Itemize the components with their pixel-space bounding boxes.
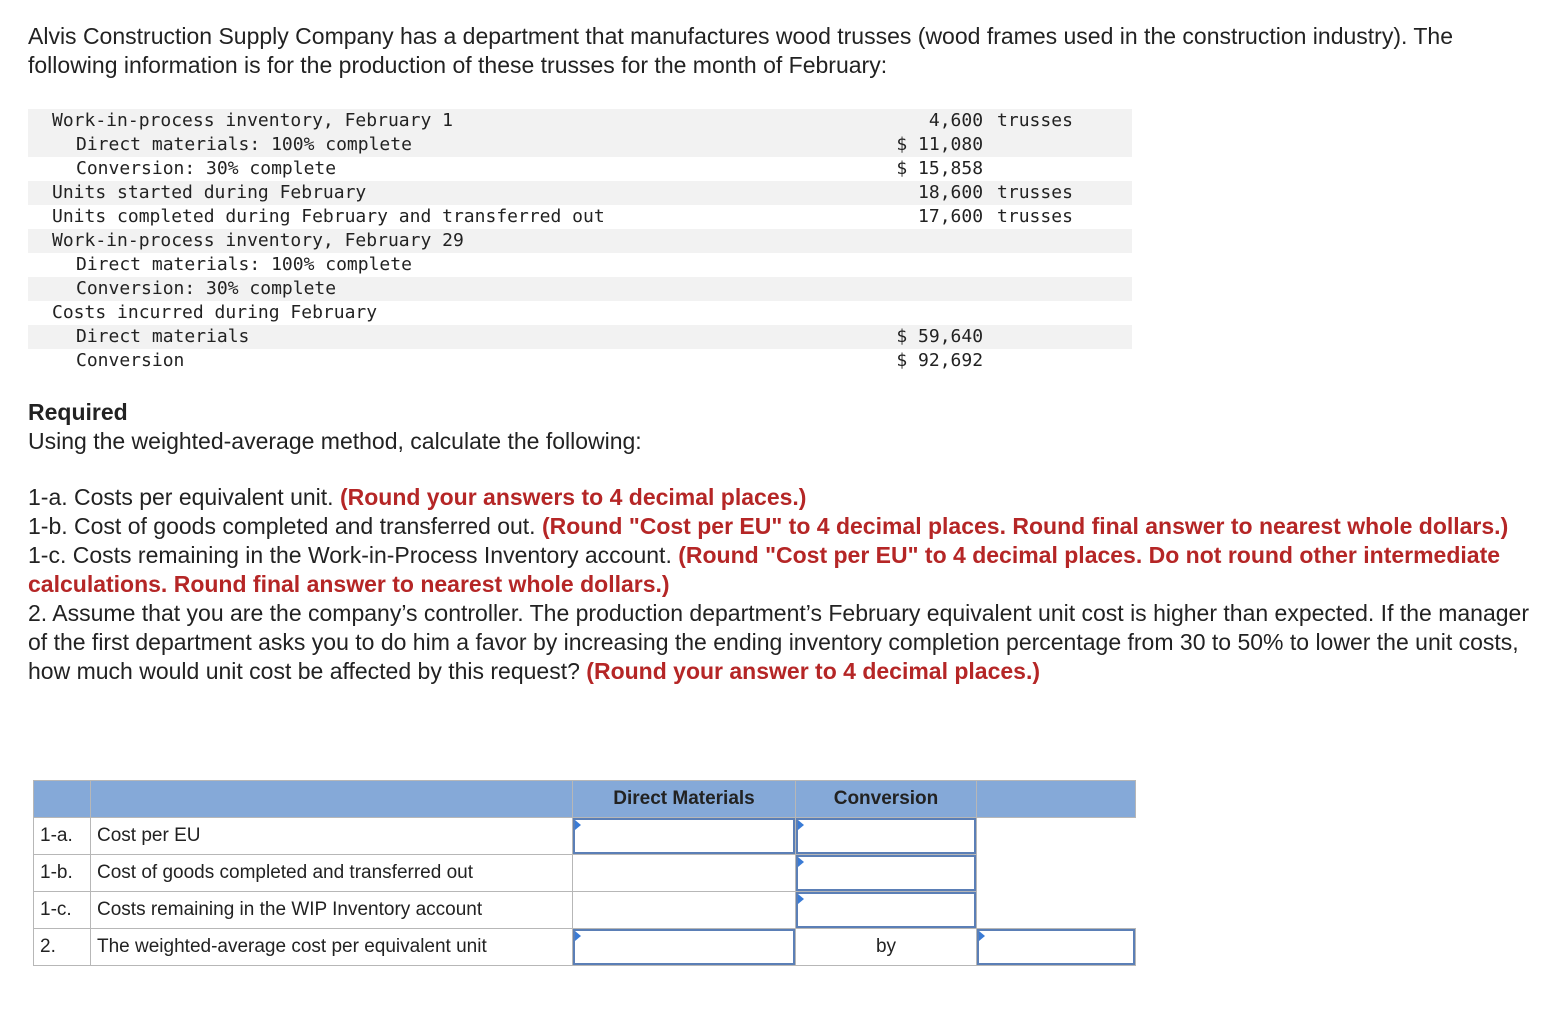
wip-remaining-cell	[796, 892, 977, 929]
cost-change-amount-cell	[977, 929, 1136, 966]
cost-per-eu-conversion-input[interactable]	[796, 818, 976, 854]
empty-cell	[977, 892, 1136, 929]
data-amount: 18,600	[873, 181, 983, 205]
data-row	[28, 229, 1132, 253]
question-text: 1-a. Costs per equivalent unit.	[28, 484, 340, 510]
data-row	[28, 253, 1132, 277]
data-unit	[983, 277, 1132, 301]
data-label: Direct materials: 100% complete	[28, 133, 873, 157]
required-instructions: Using the weighted-average method, calculate the following:	[28, 428, 642, 454]
header-conversion: Conversion	[796, 781, 977, 818]
question-text: 2. Assume that you are the company’s controller. The production department’s February equivalent unit cost is higher than expected. If the manager of the first department asks you to do him a favor by increasing the ending inventory completion percentage from 30 to 50% to lower the unit costs, how much would unit cost be affected by this request?	[28, 600, 1529, 684]
cogs-transferred-cell	[796, 855, 977, 892]
cost-per-eu-dm-cell	[573, 818, 796, 855]
data-amount: $ 11,080	[873, 133, 983, 157]
answer-row-1c	[34, 892, 1136, 929]
data-label: Conversion	[76, 350, 185, 371]
row-label: Cost per EU	[91, 818, 573, 855]
data-unit	[983, 253, 1132, 277]
data-unit: trusses	[983, 109, 1132, 133]
data-amount: $ 15,858	[896, 158, 984, 179]
data-label: Direct materials: 100% complete	[76, 254, 412, 275]
answer-row-1a	[34, 818, 1136, 855]
answer-row-2	[34, 929, 1136, 966]
row-label: Cost of goods completed and transferred out	[91, 855, 573, 892]
cost-per-eu-conv-cell	[796, 818, 977, 855]
question-text: 1-b. Cost of goods completed and transferred out.	[28, 513, 542, 539]
empty-cell	[977, 818, 1136, 855]
row-number: 2.	[34, 929, 91, 966]
question-1c	[28, 541, 1538, 599]
answer-header-row	[34, 781, 1136, 818]
data-unit	[983, 229, 1132, 253]
data-label: Work-in-process inventory, February 1	[28, 109, 873, 133]
data-label: Costs incurred during February	[52, 302, 378, 323]
data-row	[28, 349, 1132, 373]
production-data-table	[28, 109, 1132, 373]
rounding-note: (Round "Cost per EU" to 4 decimal places. Do not round other intermediate calculations. Round final answer to nearest whole dollars.)	[28, 542, 1501, 597]
data-label: Units completed during February and transferred out	[52, 206, 605, 227]
data-row	[28, 205, 1132, 229]
empty-cell	[573, 855, 796, 892]
data-unit	[983, 349, 1132, 373]
required-heading: Required	[28, 399, 128, 425]
data-unit	[983, 157, 1132, 181]
rounding-note: (Round "Cost per EU" to 4 decimal places. Round final answer to nearest whole dollars.)	[541, 513, 1509, 539]
data-row	[28, 133, 1132, 157]
cogs-transferred-input[interactable]	[796, 855, 976, 891]
row-label: Costs remaining in the WIP Inventory account	[91, 892, 573, 929]
data-label: Direct materials	[28, 325, 873, 349]
cost-change-direction-select[interactable]	[573, 929, 795, 965]
data-unit	[983, 301, 1132, 325]
row-label: The weighted-average cost per equivalent unit	[91, 929, 573, 966]
data-amount: 4,600	[873, 109, 983, 133]
data-row	[28, 325, 1132, 349]
data-row	[28, 157, 1132, 181]
data-unit: trusses	[997, 206, 1073, 227]
data-label: Conversion: 30% complete	[28, 277, 873, 301]
answer-row-1b	[34, 855, 1136, 892]
data-label: Conversion: 30% complete	[76, 158, 337, 179]
data-amount	[873, 229, 983, 253]
wip-remaining-input[interactable]	[796, 892, 976, 928]
question-2	[28, 599, 1538, 686]
data-unit	[983, 133, 1132, 157]
header-blank	[34, 781, 91, 818]
question-1b	[28, 512, 1538, 541]
data-row	[28, 109, 1132, 133]
answer-table	[33, 780, 1136, 966]
questions-block	[28, 483, 1538, 686]
question-1a	[28, 483, 1538, 512]
row-number: 1-c.	[34, 892, 91, 929]
data-label: Work-in-process inventory, February 29	[28, 229, 873, 253]
intro-paragraph: Alvis Construction Supply Company has a department that manufactures wood trusses (wood frames used in the construction industry). The following information is for the production of these trusses for the month of February:	[28, 23, 1454, 78]
by-label: by	[796, 929, 977, 966]
row-number: 1-a.	[34, 818, 91, 855]
cost-change-amount-input[interactable]	[977, 929, 1135, 965]
rounding-note: (Round your answers to 4 decimal places.)	[339, 484, 807, 510]
header-blank	[91, 781, 573, 818]
empty-cell	[573, 892, 796, 929]
row-number: 1-b.	[34, 855, 91, 892]
data-amount: 17,600	[918, 206, 984, 227]
data-amount	[873, 301, 983, 325]
header-blank	[977, 781, 1136, 818]
data-amount	[873, 253, 983, 277]
data-unit	[983, 325, 1132, 349]
data-label: Units started during February	[28, 181, 873, 205]
data-amount: $ 92,692	[896, 350, 984, 371]
empty-cell	[977, 855, 1136, 892]
data-row	[28, 277, 1132, 301]
data-row	[28, 301, 1132, 325]
data-unit: trusses	[983, 181, 1132, 205]
data-row	[28, 181, 1132, 205]
cost-change-direction-cell	[573, 929, 796, 966]
rounding-note: (Round your answer to 4 decimal places.)	[586, 658, 1041, 684]
header-direct-materials: Direct Materials	[573, 781, 796, 818]
cost-per-eu-dm-input[interactable]	[573, 818, 795, 854]
question-text: 1-c. Costs remaining in the Work-in-Process Inventory account.	[28, 542, 679, 568]
data-amount	[873, 277, 983, 301]
data-amount: $ 59,640	[873, 325, 983, 349]
